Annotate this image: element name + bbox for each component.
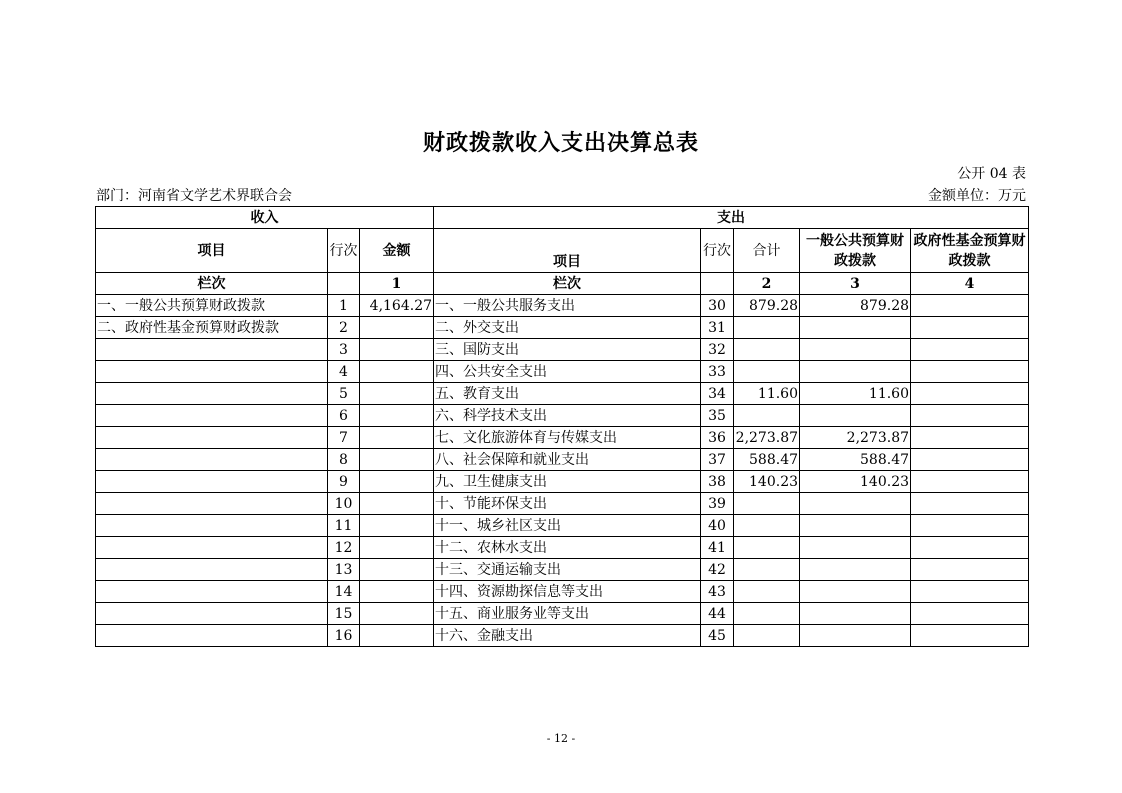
table-row [96,295,1029,317]
income-header: 收入 [96,207,434,229]
header-row-columns [96,229,1029,273]
gov-fund-cell [911,339,1029,361]
column-number-4: 4 [911,273,1029,295]
table-row [96,625,1029,647]
income-line-cell: 12 [328,537,360,559]
gov-fund-cell [911,625,1029,647]
income-line-cell: 13 [328,559,360,581]
gov-fund-cell [911,427,1029,449]
department-label: 部门：河南省文学艺术界联合会 [96,188,292,204]
income-item-cell [96,625,328,647]
income-line-cell: 8 [328,449,360,471]
expense-item-cell: 十、节能环保支出 [434,493,701,515]
table-row [96,559,1029,581]
general-budget-cell: 11.60 [800,383,911,405]
table-row [96,581,1029,603]
income-item-cell [96,449,328,471]
general-budget-cell: 2,273.87 [800,427,911,449]
income-line-cell: 3 [328,339,360,361]
income-amount-cell [360,339,434,361]
income-line-cell: 4 [328,361,360,383]
total-cell: 588.47 [734,449,800,471]
table-row [96,317,1029,339]
table-row [96,449,1029,471]
total-cell: 11.60 [734,383,800,405]
table-row [96,361,1029,383]
income-line-cell: 10 [328,493,360,515]
income-item-cell [96,603,328,625]
income-line-header: 行次 [328,229,360,273]
expense-item-cell: 十四、资源勘探信息等支出 [434,581,701,603]
gov-fund-cell [911,383,1029,405]
general-budget-cell [800,515,911,537]
income-amount-cell [360,625,434,647]
income-amount-cell: 4,164.27 [360,295,434,317]
income-item-cell: 二、政府性基金预算财政拨款 [96,317,328,339]
expense-line-cell: 43 [701,581,734,603]
income-amount-cell [360,603,434,625]
income-line-cell: 9 [328,471,360,493]
general-budget-header: 一般公共预算财政拨款 [800,229,911,273]
income-item-cell [96,493,328,515]
income-amount-cell [360,317,434,339]
gov-fund-cell [911,493,1029,515]
income-line-cell: 11 [328,515,360,537]
income-line-cell: 16 [328,625,360,647]
income-item-cell [96,559,328,581]
expense-line-cell: 30 [701,295,734,317]
expense-line-cell: 39 [701,493,734,515]
table-row [96,405,1029,427]
expense-item-cell: 四、公共安全支出 [434,361,701,383]
general-budget-cell [800,603,911,625]
expense-line-cell: 36 [701,427,734,449]
income-item-cell [96,339,328,361]
general-budget-cell: 588.47 [800,449,911,471]
total-cell [734,537,800,559]
income-amount-cell [360,449,434,471]
general-budget-cell [800,339,911,361]
expense-line-cell: 45 [701,625,734,647]
income-item-header: 项目 [96,229,328,273]
income-amount-cell [360,559,434,581]
table-row [96,427,1029,449]
table-row [96,603,1029,625]
expense-item-cell: 六、科学技术支出 [434,405,701,427]
total-cell: 140.23 [734,471,800,493]
income-item-cell [96,537,328,559]
income-amount-cell [360,471,434,493]
page-title: 财政拨款收入支出决算总表 [422,130,699,156]
income-amount-cell [360,383,434,405]
income-amount-cell [360,405,434,427]
expense-item-cell: 三、国防支出 [434,339,701,361]
budget-table [95,206,1029,647]
table-row [96,493,1029,515]
table-row [96,339,1029,361]
gov-fund-header: 政府性基金预算财政拨款 [911,229,1029,273]
gov-fund-cell [911,449,1029,471]
gov-fund-cell [911,317,1029,339]
total-cell [734,603,800,625]
expense-item-cell: 二、外交支出 [434,317,701,339]
expense-item-header: 项目 [434,229,701,273]
general-budget-cell [800,559,911,581]
expense-line-cell: 40 [701,515,734,537]
total-cell [734,581,800,603]
general-budget-cell [800,317,911,339]
total-cell [734,339,800,361]
expense-line-cell: 41 [701,537,734,559]
income-amount-cell [360,427,434,449]
total-cell [734,361,800,383]
income-amount-header: 金额 [360,229,434,273]
expense-header: 支出 [434,207,1029,229]
expense-item-cell: 七、文化旅游体育与传媒支出 [434,427,701,449]
income-amount-cell [360,493,434,515]
expense-item-cell: 十六、金融支出 [434,625,701,647]
general-budget-cell [800,625,911,647]
expense-item-cell: 八、社会保障和就业支出 [434,449,701,471]
expense-line-cell: 35 [701,405,734,427]
column-number-2: 2 [734,273,800,295]
total-cell: 2,273.87 [734,427,800,449]
table-row [96,471,1029,493]
income-item-cell [96,383,328,405]
general-budget-cell [800,581,911,603]
income-amount-cell [360,361,434,383]
header-row-sections [96,207,1029,229]
general-budget-cell [800,361,911,383]
income-item-cell [96,361,328,383]
expense-item-cell: 十五、商业服务业等支出 [434,603,701,625]
expense-column-label: 栏次 [434,273,701,295]
expense-item-cell: 一、一般公共服务支出 [434,295,701,317]
income-item-cell [96,405,328,427]
income-item-cell: 一、一般公共预算财政拨款 [96,295,328,317]
total-cell [734,625,800,647]
expense-item-cell: 十三、交通运输支出 [434,559,701,581]
empty-cell [701,273,734,295]
total-cell [734,317,800,339]
gov-fund-cell [911,405,1029,427]
table-body [96,295,1029,647]
expense-line-cell: 33 [701,361,734,383]
expense-line-cell: 42 [701,559,734,581]
table-row [96,515,1029,537]
page-number: - 12 - [546,732,576,745]
column-number-1: 1 [360,273,434,295]
column-number-3: 3 [800,273,911,295]
expense-item-cell: 九、卫生健康支出 [434,471,701,493]
income-item-cell [96,427,328,449]
income-item-cell [96,515,328,537]
gov-fund-cell [911,559,1029,581]
income-column-label: 栏次 [96,273,328,295]
income-item-cell [96,471,328,493]
expense-line-cell: 37 [701,449,734,471]
total-cell [734,559,800,581]
expense-line-cell: 34 [701,383,734,405]
expense-item-cell: 十一、城乡社区支出 [434,515,701,537]
table-row [96,383,1029,405]
total-cell [734,515,800,537]
total-cell [734,493,800,515]
total-cell [734,405,800,427]
gov-fund-cell [911,515,1029,537]
income-line-cell: 15 [328,603,360,625]
general-budget-cell [800,493,911,515]
income-amount-cell [360,515,434,537]
header-row-column-numbers [96,273,1029,295]
expense-line-cell: 32 [701,339,734,361]
gov-fund-cell [911,471,1029,493]
expense-line-cell: 31 [701,317,734,339]
total-cell: 879.28 [734,295,800,317]
income-amount-cell [360,581,434,603]
table-row [96,537,1029,559]
expense-item-cell: 十二、农林水支出 [434,537,701,559]
income-line-cell: 1 [328,295,360,317]
form-number: 公开 04 表 [957,166,1026,182]
total-header: 合计 [734,229,800,273]
income-amount-cell [360,537,434,559]
income-line-cell: 14 [328,581,360,603]
general-budget-cell: 140.23 [800,471,911,493]
unit-label: 金额单位：万元 [928,188,1026,204]
gov-fund-cell [911,603,1029,625]
gov-fund-cell [911,361,1029,383]
income-line-cell: 5 [328,383,360,405]
expense-item-cell: 五、教育支出 [434,383,701,405]
gov-fund-cell [911,581,1029,603]
income-item-cell [96,581,328,603]
gov-fund-cell [911,295,1029,317]
general-budget-cell [800,537,911,559]
general-budget-cell: 879.28 [800,295,911,317]
gov-fund-cell [911,537,1029,559]
expense-line-cell: 44 [701,603,734,625]
income-line-cell: 7 [328,427,360,449]
general-budget-cell [800,405,911,427]
income-line-cell: 2 [328,317,360,339]
expense-line-header: 行次 [701,229,734,273]
empty-cell [328,273,360,295]
income-line-cell: 6 [328,405,360,427]
expense-line-cell: 38 [701,471,734,493]
